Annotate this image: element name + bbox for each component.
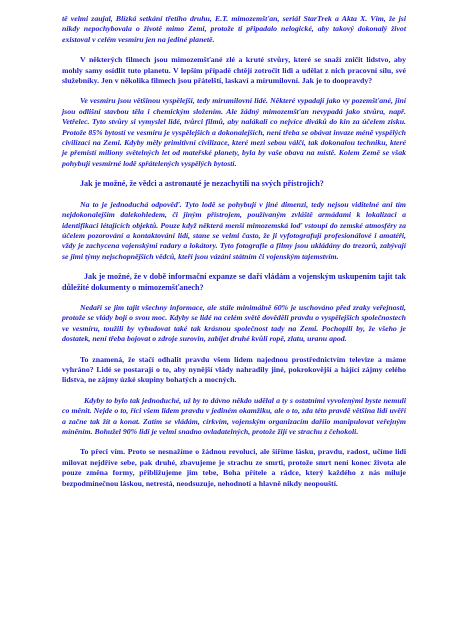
- paragraph-answer-dimension: Na to je jednoduchá odpověď. Tyto lodě se pohybují v jiné dimenzi, tedy nejsou viditelné ani tím nejdokonalejším dalekohledem, či jiným přístrojem, používaným zvláště armádami k lokalizaci a identifikaci létajících objektů. Pouze když některá menší mimozemská loď vstoupí do zemské atmosféry za účelem pozorování a kontaktování lidí, stane se velmi často, že ji vyfotografují profesionálové i amatéři, vždy je zachycena vojenskými radary a lokátory. Tyto fotografie a filmy jsou ukládány do trezorů, zabývají se jimi týmy nejschopnějších vědců, kteří jsou vázáni státním či vojenským tajemstvím.: [62, 199, 406, 261]
- paragraph-answer-secrecy: Nedaří se jim tajit všechny informace, ale stále minimálně 60% je uschováno před zraky veřejnosti, protože se vlády bojí o svou moc. Kdyby se lidé na celém světě dověděli pravdu o vyspělejších společnostech ve vesmíru, toužili by vybudovat také tak krásnou společnost tady na Zemi. Pochopili by, že všeho je dostatek, není třeba bojovat o zdroje surovin, zabíjet druhé kvůli ropě, zlatu, uranu apod.: [62, 302, 406, 344]
- paragraph-answer-manipulation: Kdyby to bylo tak jednoduché, už by to dávno někdo udělal a ty s ostatními vyvolenými byste nemuli co měnit. Nejde o to, říci všem lidem pravdu v jediném okamžiku, ale o to, zda této pravdě většina lidí uvěří a začne tak žít a konat. Zatím se vládám, církvím, vojenským organizacím daříio manipulovat veřejným míněním. Bohužel 90% lidí je velmi snadno ovladatelných, protože žijí ve strachu z čehokoli.: [62, 395, 406, 436]
- paragraph-answer-universe: Ve vesmíru jsou většinou vyspělejší, tedy mírumilovní lidé. Některé vypadají jako vy pozemšťané, jiní jsou odlišní stavbou těla i chemickým složením. Ale žádný mimozemšťan nevypadá jako stvůra, např. Vetřelec. Tyto stvůry si vymyslel lidé, tvůrci filmů, aby nalákali co nejvíce diváků do kin za účelem zisku. Protože 85% bytostí ve vesmíru je vyspělejších a dokonalejších, není třeba se obávat invaze méně vyspělých civilizací na Zemi. Kdyby měly primitivní civilizace, které mezi sebou válčí, tak dokonalou techniku, které je přemístí miliony světelných let od mateřské planety, byla by vaše obava na místě. Kolem Země se však pohybují vesmírné lodě spřátelených vyspělých bytostí.: [62, 96, 406, 168]
- paragraph-question-governments: Jak je možné, že v době informační expanze se daří vládám a vojenským uskupením tajit tak důležité dokumenty o mimozemšťanech?: [62, 272, 406, 292]
- paragraph-question-scientists: Jak je možné, že vědci a astronauté je nezachytili na svých přístrojích?: [80, 179, 324, 189]
- paragraph-intro: tě velmi zaujal, Blízká setkání třetího druhu, E.T. mimozemšťan, seriál StarTrek a Akta X. Vím, že jsi nikdy nepochybovala o životě mimo Zemi, protože ti připadalo nelogické, aby takový dokonalý život existoval v celém vesmíru jen na jediné planetě.: [62, 14, 406, 44]
- paragraph-question-television: To znamená, že stačí odhalit pravdu všem lidem najednou prostřednictvím televize a máme vyhráno? Lidé se postarají o to, aby nynější vlády nahradily jiné, pokrokovější a hájící zájmy celého lidstva, ne zájmy úzké skupiny bohatých a mocných.: [62, 354, 406, 385]
- paragraph-closing: To přeci vím. Proto se nesnažíme o žádnou revoluci, ale šíříme lásku, pravdu, radost, učíme lidi milovat nejdříve sebe, pak druhé, zbavujeme je strachu ze smrti, protože smrt není konec života ale pouze změna formy, přibližujeme jim tebe, Boha přítele a rádce, který každého z nás miluje bezpodmínečnou láskou, netrestá, neodsuzuje, nehodnotí a hlavně nikdy neopouští.: [62, 447, 406, 488]
- paragraph-question-films: V některých filmech jsou mimozemšťané zlé a kruté stvůry, které se snaží zničit lidstvo, aby mohly samy osídlit tuto planetu. V lepším případě chtějí zotročit lidi a udělat z nich pracovní sílu, své služebníky. Jen v několika filmech jsou přátelští, laskaví a mírumilovní. Jak je to doopravdy?: [62, 55, 406, 86]
